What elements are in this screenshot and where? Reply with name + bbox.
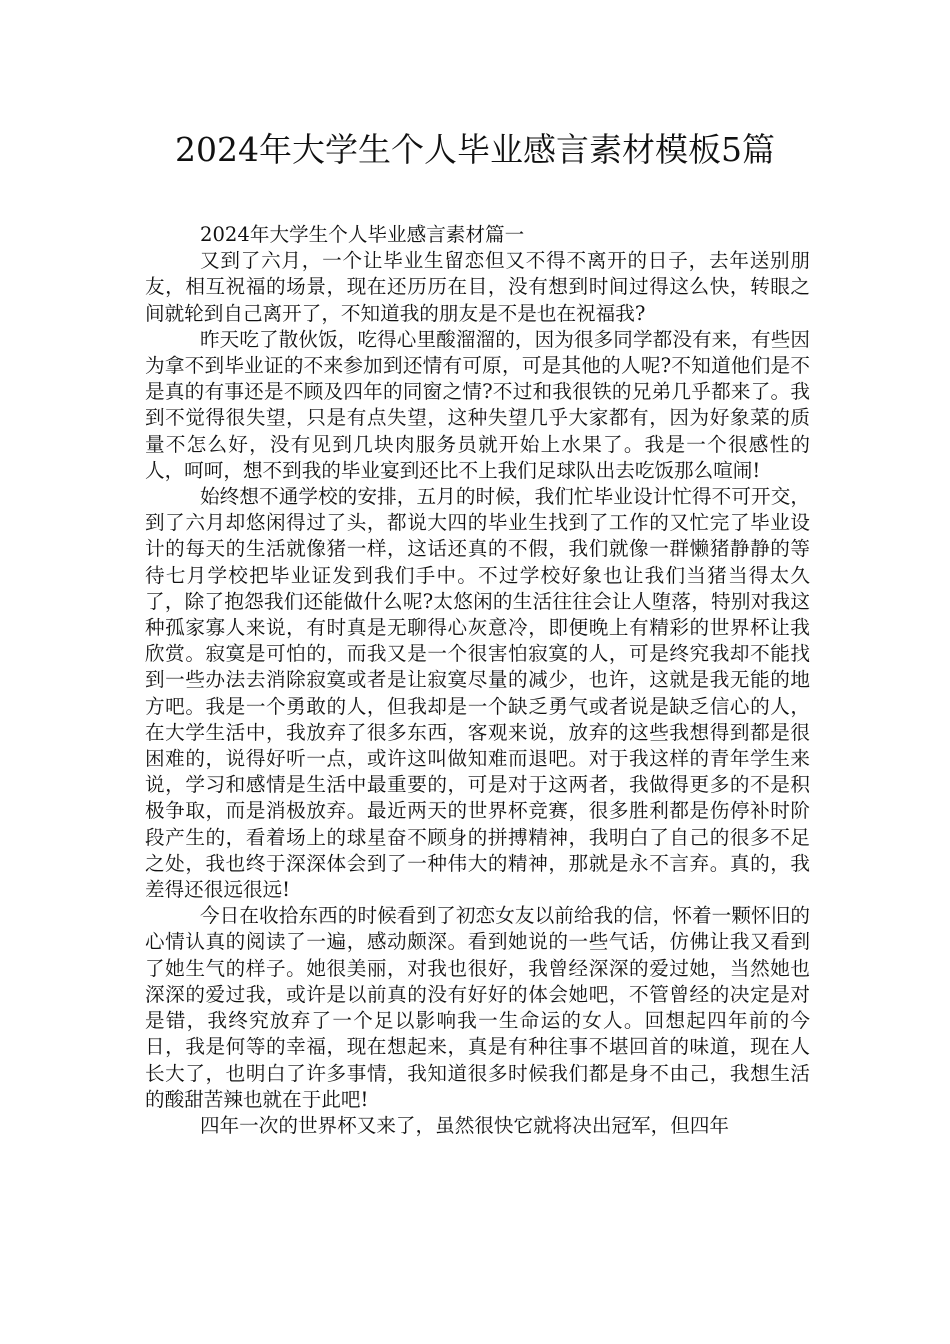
section-heading: 2024年大学生个人毕业感言素材篇一 [200, 223, 525, 246]
paragraph-2: 昨天吃了散伙饭，吃得心里酸溜溜的，因为很多同学都没有来，有些因为拿不到毕业证的不来参加到还情有可原，可是其他的人呢?不知道他们是不是真的有事还是不顾及四年的同窗之情?不过和我很铁的兄弟几乎都来了。我到不觉得很失望，只是有点失望，这种失望几乎大家都有，因为好象菜的质量不怎么好，没有见到几块肉服务员就开始上水果了。我是一个很感性的人，呵呵，想不到我的毕业宴到还比不上我们足球队出去吃饭那么喧闹! [145, 327, 810, 482]
paragraph-3: 始终想不通学校的安排，五月的时候，我们忙毕业设计忙得不可开交，到了六月却悠闲得过了头，都说大四的毕业生找到了工作的又忙完了毕业设计的每天的生活就像猪一样，这话还真的不假，我们就像一群懒猪静静的等待七月学校把毕业证发到我们手中。不过学校好象也让我们当猪当得太久了，除了抱怨我们还能做什么呢?太悠闲的生活往往会让人堕落，特别对我这种孤家寡人来说，有时真是无聊得心灰意冷，即便晚上有精彩的世界杯让我欣赏。寂寞是可怕的，而我又是一个很害怕寂寞的人，可是终究我却不能找到一些办法去消除寂寞或者是让寂寞尽量的减少，也许，这就是我无能的地方吧。我是一个勇敢的人，但我却是一个缺乏勇气或者说是缺乏信心的人，在大学生活中，我放弃了很多东西，客观来说，放弃的这些我想得到都是很困难的，说得好听一点，或许这叫做知难而退吧。对于我这样的青年学生来说，学习和感情是生活中最重要的，可是对于这两者，我做得更多的不是积极争取，而是消极放弃。最近两天的世界杯竞赛，很多胜利都是伤停补时阶段产生的，看着场上的球星奋不顾身的拼搏精神，我明白了自己的很多不足之处，我也终于深深体会到了一种伟大的精神，那就是永不言弃。真的，我差得还很远很远! [145, 485, 810, 902]
document-body [145, 222, 810, 1139]
document-title: 2024年大学生个人毕业感言素材模板5篇 [175, 130, 775, 169]
paragraph-5: 四年一次的世界杯又来了，虽然很快它就将决出冠军，但四年 [200, 1113, 730, 1137]
paragraph-4: 今日在收拾东西的时候看到了初恋女友以前给我的信，怀着一颗怀旧的心情认真的阅读了一遍，感动颇深。看到她说的一些气话，仿佛让我又看到了她生气的样子。她很美丽，对我也很好，我曾经深深的爱过她，当然她也深深的爱过我，或许是以前真的没有好好的体会她吧，不管曾经的决定是对是错，我终究放弃了一个足以影响我一生命运的女人。回想起四年前的今日，我是何等的幸福，现在想起来，真是有种往事不堪回首的味道，现在人长大了，也明白了许多事情，我知道很多时候我们都是身不由己，我想生活的酸甜苦辣也就在于此吧! [145, 904, 810, 1111]
paragraph-1: 又到了六月，一个让毕业生留恋但又不得不离开的日子，去年送别朋友，相互祝福的场景，现在还历历在目，没有想到时间过得这么快，转眼之间就轮到自己离开了，不知道我的朋友是不是也在祝福我? [145, 249, 810, 325]
